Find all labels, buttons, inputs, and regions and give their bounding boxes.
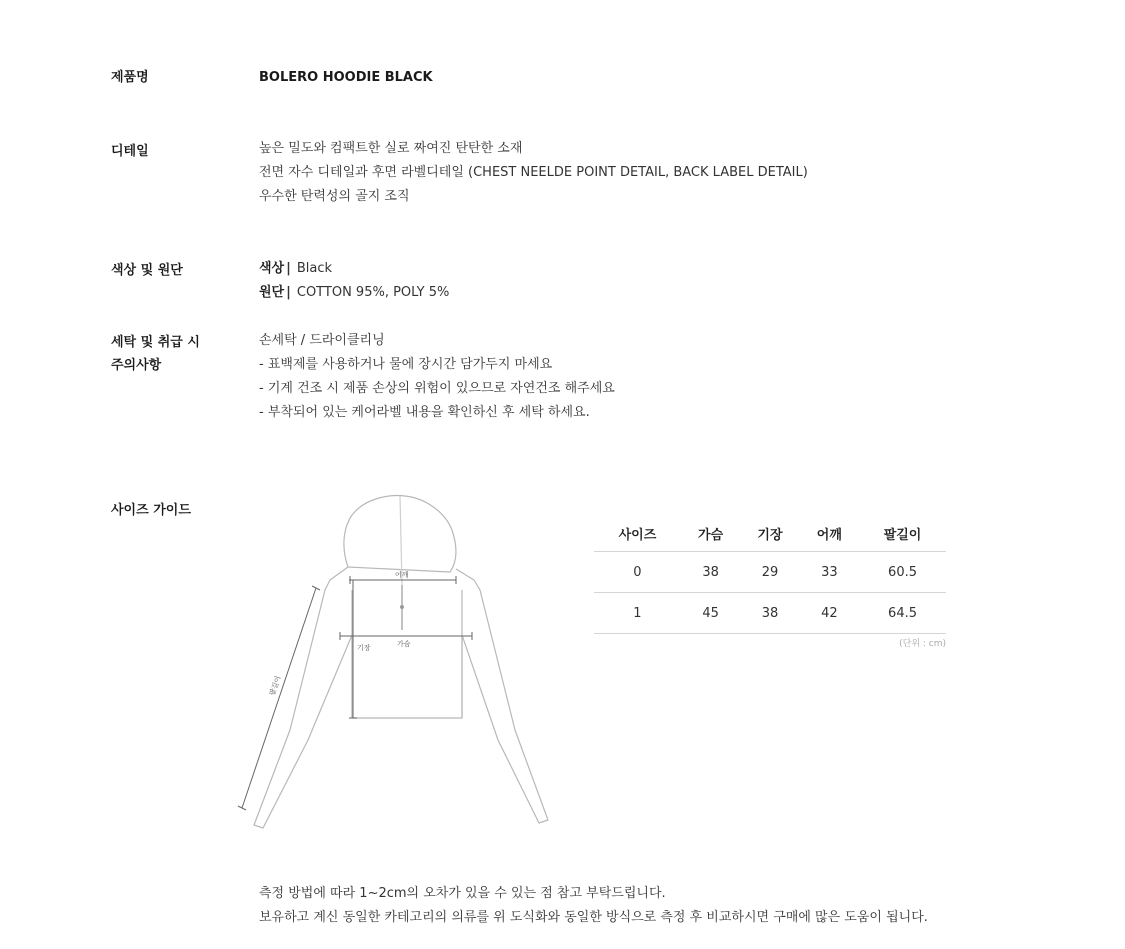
care-line: - 기계 건조 시 제품 손상의 위험이 있으므로 자연건조 해주세요 [259, 381, 615, 396]
care-label-line: 주의사항 [111, 358, 162, 373]
size-header-shoulder: 어깨 [800, 515, 859, 552]
table-cell: 45 [681, 593, 740, 634]
color-fabric-label: 색상 및 원단 [111, 263, 183, 278]
detail-line: 높은 밀도와 컴팩트한 실로 짜여진 탄탄한 소재 [259, 141, 523, 156]
diagram-label-length: 기장 [357, 644, 371, 652]
color-row [259, 257, 449, 281]
care-line: 손세탁 / 드라이클리닝 [259, 333, 385, 348]
separator: | [286, 261, 291, 276]
size-table [594, 515, 946, 634]
fabric-key: 원단 [259, 285, 285, 300]
size-header-chest: 가슴 [681, 515, 740, 552]
size-guide-label: 사이즈 가이드 [111, 503, 191, 518]
unit-note: (단위 : cm) [899, 639, 946, 649]
care-label-line: 세탁 및 취급 시 [111, 335, 200, 350]
care-line: - 부착되어 있는 케어라벨 내용을 확인하신 후 세탁 하세요. [259, 405, 590, 420]
body-inner [352, 590, 462, 718]
hoodie-diagram [230, 490, 560, 835]
color-key: 색상 [259, 261, 285, 276]
footer-line: 보유하고 계신 동일한 카테고리의 의류를 위 도식화와 동일한 방식으로 측정 후 비교하시면 구매에 많은 도움이 됩니다. [259, 910, 928, 925]
size-header-size: 사이즈 [594, 515, 681, 552]
detail-line: 우수한 탄력성의 골지 조직 [259, 189, 410, 204]
table-cell: 38 [740, 593, 799, 634]
product-name-label: 제품명 [111, 70, 149, 85]
table-cell: 1 [594, 593, 681, 634]
product-name-value: BOLERO HOODIE BLACK [259, 70, 433, 85]
size-header-sleeve: 팔길이 [859, 515, 946, 552]
table-cell: 42 [800, 593, 859, 634]
table-cell: 33 [800, 552, 859, 593]
care-content [259, 329, 615, 425]
table-cell: 29 [740, 552, 799, 593]
table-cell: 60.5 [859, 552, 946, 593]
diagram-label-shoulder: 어깨 [395, 571, 409, 579]
sleeve-measure-line [242, 588, 316, 808]
diagram-label-chest: 가슴 [397, 640, 411, 648]
table-cell: 64.5 [859, 593, 946, 634]
footer-notes [259, 882, 928, 930]
color-fabric-content [259, 257, 449, 305]
fabric-value: COTTON 95%, POLY 5% [296, 285, 450, 300]
care-line: - 표백제를 사용하거나 물에 장시간 담가두지 마세요 [259, 357, 553, 372]
detail-content [259, 137, 808, 209]
size-table-header-row [594, 515, 946, 552]
separator: | [286, 285, 291, 300]
size-header-length: 기장 [740, 515, 799, 552]
fabric-row [259, 281, 449, 305]
table-cell: 38 [681, 552, 740, 593]
footer-line: 측정 방법에 따라 1~2cm의 오차가 있을 수 있는 점 참고 부탁드립니다. [259, 886, 666, 901]
care-label [111, 331, 200, 377]
table-row [594, 552, 946, 593]
diagram-label-sleeve: 팔길이 [268, 674, 283, 697]
detail-label: 디테일 [111, 144, 149, 159]
zipper-pull [400, 605, 404, 609]
table-row [594, 593, 946, 634]
color-value: Black [296, 261, 333, 276]
table-cell: 0 [594, 552, 681, 593]
detail-line: 전면 자수 디테일과 후면 라벨디테일 (CHEST NEELDE POINT DETAIL, BACK LABEL DETAIL) [259, 165, 808, 180]
